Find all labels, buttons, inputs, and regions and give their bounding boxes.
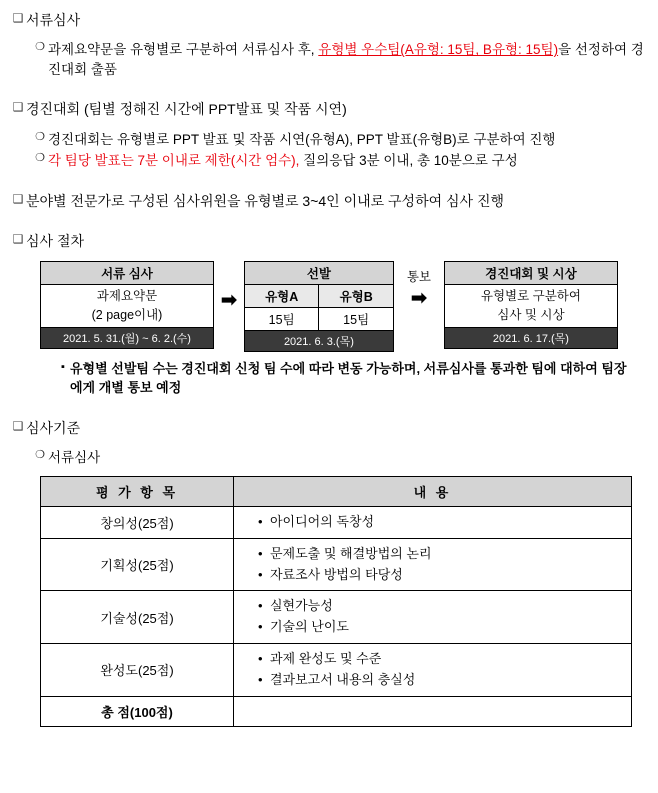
doc-review-heading-text: 서류심사 [26, 12, 81, 28]
flow-step1-date: 2021. 5. 31.(월) ~ 6. 2.(수) [41, 327, 213, 348]
spacer [10, 32, 648, 40]
criteria-row-list [240, 512, 625, 533]
contest-item-2-highlight: 각 팀당 발표는 7분 이내로 제한(시간 엄수), [48, 153, 300, 169]
list-item: • 기술의 난이도 [258, 617, 625, 638]
flow-notify-group [394, 261, 444, 308]
criteria-row-name: 기획성(25점) [41, 538, 234, 591]
section-contest-heading [10, 99, 648, 119]
table-row [41, 591, 632, 644]
spacer [10, 400, 648, 414]
criteria-row-content [234, 643, 632, 696]
table-row [41, 538, 632, 591]
criteria-row-content [234, 538, 632, 591]
flow-step2-type-headers [245, 285, 393, 308]
doc-review-item-1-text [48, 40, 648, 79]
table-row [41, 506, 632, 538]
flow-step2-title: 선발 [245, 262, 393, 285]
section-criteria-heading [10, 418, 648, 438]
flow-step2-col1-header: 유형A [245, 285, 320, 308]
square-bullet-icon: ❑ [12, 100, 24, 115]
contest-item-1 [32, 130, 648, 150]
list-item: • 결과보고서 내용의 충실성 [258, 670, 625, 691]
flow-step1-line1: 과제요약문 [96, 289, 158, 304]
flow-step-contest-award [444, 261, 618, 349]
spacer [10, 352, 648, 360]
list-item: • 실현가능성 [258, 596, 625, 617]
square-bullet-icon: ❑ [12, 191, 24, 206]
square-bullet-icon: ❑ [12, 419, 24, 434]
criteria-sub-heading-text: 서류심사 [48, 450, 101, 466]
flow-step2-col2-header: 유형B [319, 285, 393, 308]
procedure-heading-text: 심사 절차 [26, 233, 84, 250]
spacer [10, 81, 648, 95]
flow-step3-title: 경진대회 및 시상 [445, 262, 617, 285]
criteria-row-content [234, 506, 632, 538]
flow-step1-body [41, 285, 213, 327]
small-square-bullet-icon: ▪ [61, 361, 65, 374]
criteria-table-body [41, 506, 632, 726]
list-item: • 과제 완성도 및 수준 [258, 649, 625, 670]
flow-step3-line1: 유형별로 구분하여 [480, 289, 581, 304]
criteria-header-content: 내 용 [234, 476, 632, 506]
doc-review-item-1-post: 을 선정하여 경진대회 출품 [48, 42, 644, 77]
doc-review-item-1-highlight: 유형별 우수팀(A유형: 15팀, B유형: 15팀) [318, 42, 559, 58]
criteria-row-list [240, 596, 625, 638]
circle-bullet-icon: ❍ [35, 130, 45, 143]
flow-step3-body [445, 285, 617, 327]
flow-notify-label: 통보 [406, 270, 431, 285]
contest-item-1-text: 경진대회는 유형별로 PPT 발표 및 작품 시연(유형A), PPT 발표(유형B)로 구분하여 진행 [48, 131, 556, 147]
list-item: • 아이디어의 독창성 [258, 512, 625, 533]
contest-item-2-text [48, 151, 518, 171]
committee-heading-text: 분야별 전문가로 구성된 심사위원을 유형별로 3~4인 이내로 구성하여 심사 진행 [26, 192, 504, 209]
criteria-row-content [234, 591, 632, 644]
procedure-note-text: 유형별 선발팀 수는 경진대회 신청 팀 수에 따라 변동 가능하며, 서류심사를 통과한 팀에 대하여 팀장에게 개별 통보 예정 [70, 361, 627, 396]
contest-item-2 [32, 151, 648, 171]
section-committee-heading [10, 191, 648, 211]
table-row-total [41, 696, 632, 726]
criteria-total-label: 총 점(100점) [41, 696, 234, 726]
criteria-total-value [234, 696, 632, 726]
list-item: • 자료조사 방법의 타당성 [258, 565, 625, 586]
criteria-table-header-row [41, 476, 632, 506]
spacer [10, 173, 648, 187]
criteria-table-head [41, 476, 632, 506]
criteria-heading-text: 심사기준 [26, 420, 81, 437]
criteria-row-list [240, 544, 625, 586]
flow-step-selection [244, 261, 394, 352]
spacer [10, 213, 648, 227]
square-bullet-icon: ❑ [12, 232, 24, 247]
section-procedure-heading [10, 231, 648, 251]
criteria-row-list [240, 649, 625, 691]
procedure-note [56, 360, 648, 398]
flow-step-document-review [40, 261, 214, 349]
flow-step3-date: 2021. 6. 17.(목) [445, 327, 617, 348]
criteria-row-name: 완성도(25점) [41, 643, 234, 696]
criteria-header-item: 평 가 항 목 [41, 476, 234, 506]
circle-bullet-icon: ❍ [35, 449, 45, 462]
doc-review-item-1 [32, 40, 648, 79]
doc-review-item-1-pre: 과제요약문을 유형별로 구분하여 서류심사 후, [48, 42, 319, 58]
procedure-flow-diagram [40, 261, 648, 352]
contest-heading-text: 경진대회 (팀별 정해진 시간에 PPT발표 및 작품 시연) [26, 101, 347, 118]
list-item: • 문제도출 및 해결방법의 논리 [258, 544, 625, 565]
spacer [10, 122, 648, 130]
contest-item-2-post: 질의응답 3분 이내, 총 10분으로 구성 [299, 153, 518, 169]
criteria-row-name: 기술성(25점) [41, 591, 234, 644]
flow-step2-type-values [245, 308, 393, 330]
spacer [10, 440, 648, 448]
flow-step2-col2-value: 15팀 [343, 313, 370, 328]
section-doc-review-heading [10, 10, 648, 30]
criteria-table [40, 476, 632, 727]
criteria-sub-heading [32, 448, 648, 468]
flow-step1-title: 서류 심사 [41, 262, 213, 285]
arrow-right-icon-1: ➡ [221, 290, 237, 312]
square-bullet-icon: ❑ [12, 11, 24, 25]
criteria-row-name: 창의성(25점) [41, 506, 234, 538]
flow-step2-date: 2021. 6. 3.(목) [245, 330, 393, 351]
flow-step1-line2: (2 page이내) [91, 308, 163, 323]
table-row [41, 643, 632, 696]
flow-step3-line2: 심사 및 시상 [497, 308, 565, 323]
flow-step2-col1-value: 15팀 [245, 308, 320, 330]
arrow-right-icon-2: ➡ [410, 288, 427, 310]
circle-bullet-icon: ❍ [35, 41, 45, 54]
circle-bullet-icon: ❍ [35, 152, 45, 165]
